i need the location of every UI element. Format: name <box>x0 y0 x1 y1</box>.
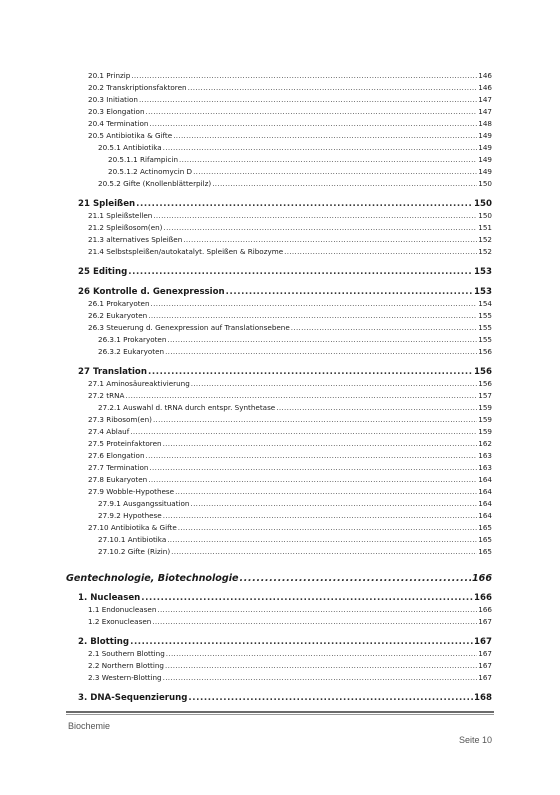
toc-page-number: 164 <box>478 475 492 484</box>
toc-entry <box>108 166 492 177</box>
toc-dot-leader <box>188 692 473 705</box>
toc-entry-title: 27 Translation <box>78 367 147 377</box>
toc-entry <box>98 334 492 345</box>
footer-rule <box>66 711 494 713</box>
toc-entry-title: 3. DNA-Sequenzierung <box>78 693 188 703</box>
toc-dot-leader <box>149 462 477 473</box>
toc-entry-title: 26.1 Prokaryoten <box>88 299 150 308</box>
footer-page-number: Seite 10 <box>458 735 492 745</box>
toc-entry <box>88 522 492 533</box>
toc-dot-leader <box>291 322 478 333</box>
toc-entry <box>108 154 492 165</box>
toc-page-number: 168 <box>474 693 492 703</box>
toc-page-number: 164 <box>478 511 492 520</box>
toc-entry <box>88 234 492 245</box>
toc-dot-leader <box>183 234 477 245</box>
toc-entry <box>88 322 492 333</box>
toc-dot-leader <box>171 546 477 557</box>
toc-page-number: 166 <box>478 605 492 614</box>
toc-page-number: 156 <box>478 379 492 388</box>
toc-dot-leader <box>131 70 477 81</box>
toc-dot-leader <box>193 166 477 177</box>
toc-dot-leader <box>148 474 477 485</box>
toc-entry-title: 21.1 Spleißstellen <box>88 211 153 220</box>
toc-entry <box>88 378 492 389</box>
toc-chapter-entry <box>78 692 492 705</box>
toc-entry-title: 27.9 Wobble-Hypothese <box>88 487 175 496</box>
footer-document-title: Biochemie <box>68 721 111 731</box>
toc-entry-title: 27.10 Antibiotika & Gifte <box>88 523 177 532</box>
toc-page-number: 150 <box>478 211 492 220</box>
toc-entry-title: 27.6 Elongation <box>88 451 145 460</box>
toc-entry <box>88 94 492 105</box>
toc-dot-leader <box>146 450 478 461</box>
toc-entry <box>98 498 492 509</box>
toc-entry-title: Gentechnologie, Biotechnologie <box>66 573 239 584</box>
toc-entry-title: 21.3 alternatives Spleißen <box>88 235 183 244</box>
toc-page-number: 159 <box>478 403 492 412</box>
toc-dot-leader <box>130 426 477 437</box>
toc-entry <box>88 390 492 401</box>
toc-page-number: 150 <box>474 199 492 209</box>
toc-entry <box>88 474 492 485</box>
toc-entry <box>88 130 492 141</box>
toc-entry <box>98 346 492 357</box>
toc-dot-leader <box>153 210 477 221</box>
toc-dot-leader <box>157 604 477 615</box>
toc-entry-title: 20.3 Initiation <box>88 95 138 104</box>
toc-entry-title: 20.5 Antibiotika & Gifte <box>88 131 173 140</box>
toc-entry-title: 27.10.1 Antibiotika <box>98 535 167 544</box>
toc-dot-leader <box>163 510 478 521</box>
toc-page-number: 155 <box>478 323 492 332</box>
toc-page-number: 165 <box>478 547 492 556</box>
toc-entry-title: 20.4 Termination <box>88 119 149 128</box>
toc-entry <box>88 604 492 615</box>
toc-page-number: 155 <box>478 335 492 344</box>
toc-page-number: 153 <box>474 287 492 297</box>
toc-page-number: 148 <box>478 119 492 128</box>
toc-entry-title: 21 Spleißen <box>78 199 136 209</box>
toc-entry-title: 27.9.2 Hypothese <box>98 511 162 520</box>
toc-entry-title: 1.2 Exonucleasen <box>88 617 152 626</box>
toc-entry <box>88 70 492 81</box>
toc-page-number: 151 <box>478 223 492 232</box>
toc-page-number: 164 <box>478 487 492 496</box>
toc-entry <box>88 426 492 437</box>
toc-entry <box>88 438 492 449</box>
toc-entry <box>88 648 492 659</box>
toc-entry <box>88 486 492 497</box>
toc-dot-leader <box>125 390 477 401</box>
toc-entry-title: 2.1 Southern Blotting <box>88 649 165 658</box>
toc-page-number: 149 <box>478 143 492 152</box>
toc-dot-leader <box>163 222 477 233</box>
toc-dot-leader <box>165 346 477 357</box>
toc-entry-title: 27.8 Eukaryoten <box>88 475 148 484</box>
toc-entry <box>98 546 492 557</box>
toc-entry <box>88 106 492 117</box>
toc-page-number: 156 <box>474 367 492 377</box>
toc-entry <box>88 222 492 233</box>
toc-dot-leader <box>240 572 471 586</box>
toc-page-number: 163 <box>478 451 492 460</box>
toc-entry-title: 27.10.2 Gifte (Rizin) <box>98 547 171 556</box>
toc-page-number: 147 <box>478 107 492 116</box>
toc-entry-title: 25 Editing <box>78 267 128 277</box>
toc-page-number: 167 <box>478 617 492 626</box>
toc-entry-title: 20.5.1 Antibiotika <box>98 143 162 152</box>
toc-page-number: 159 <box>478 427 492 436</box>
toc-entry <box>88 450 492 461</box>
toc-entry-title: 27.2 tRNA <box>88 391 125 400</box>
toc-entry <box>88 118 492 129</box>
toc-page-number: 147 <box>478 95 492 104</box>
toc-page-number: 154 <box>478 299 492 308</box>
toc-entry-title: 27.4 Ablauf <box>88 427 130 436</box>
toc-entry-title: 20.1 Prinzip <box>88 71 131 80</box>
toc-entry-title: 1. Nucleasen <box>78 593 141 603</box>
toc-page-number: 167 <box>478 661 492 670</box>
toc-dot-leader <box>276 402 477 413</box>
toc-entry-title: 20.5.1.1 Rifampicin <box>108 155 178 164</box>
toc-entry-title: 27.2.1 Auswahl d. tRNA durch entspr. Synthetase <box>98 403 276 412</box>
toc-dot-leader <box>212 178 477 189</box>
toc-entry <box>98 510 492 521</box>
toc-dot-leader <box>149 118 477 129</box>
toc-page-number: 163 <box>478 463 492 472</box>
toc-chapter-entry <box>66 572 492 586</box>
toc-page-number: 149 <box>478 155 492 164</box>
toc-dot-leader <box>139 94 477 105</box>
toc-entry-title: 26.3.2 Eukaryoten <box>98 347 165 356</box>
toc-page-number: 149 <box>478 167 492 176</box>
toc-entry-title: 2. Blotting <box>78 637 130 647</box>
toc-entry <box>88 246 492 257</box>
toc-page-number: 152 <box>478 247 492 256</box>
toc-page-number: 165 <box>478 523 492 532</box>
toc-entry-title: 27.7 Termination <box>88 463 149 472</box>
toc-entry <box>88 462 492 473</box>
toc-page-number: 162 <box>478 439 492 448</box>
toc-page-number: 155 <box>478 311 492 320</box>
toc-entry-title: 20.2 Transkriptionsfaktoren <box>88 83 187 92</box>
toc-entry <box>98 534 492 545</box>
toc-entry-title: 2.3 Western-Blotting <box>88 673 162 682</box>
toc-entry-title: 20.5.2 Gifte (Knollenblätterpilz) <box>98 179 212 188</box>
toc-dot-leader <box>163 438 478 449</box>
toc-page-number: 149 <box>478 131 492 140</box>
toc-entry-title: 27.3 Ribosom(en) <box>88 415 152 424</box>
toc-page-number: 146 <box>478 83 492 92</box>
toc-page-number: 156 <box>478 347 492 356</box>
toc-dot-leader <box>173 130 477 141</box>
footer-rule-thin <box>66 714 494 715</box>
toc-dot-leader <box>167 534 477 545</box>
toc-entry-title: 27.1 Aminosäureaktivierung <box>88 379 190 388</box>
toc-entry-title: 26.2 Eukaryoten <box>88 311 148 320</box>
toc-dot-leader <box>166 648 478 659</box>
toc-entry-title: 27.5 Proteinfaktoren <box>88 439 162 448</box>
toc-entry <box>98 178 492 189</box>
toc-entry-title: 2.2 Northern Blotting <box>88 661 164 670</box>
toc-page-number: 167 <box>474 637 492 647</box>
toc-chapter-entry <box>78 266 492 279</box>
toc-dot-leader <box>163 672 478 683</box>
toc-entry-title: 26 Kontrolle d. Genexpression <box>78 287 225 297</box>
toc-entry <box>88 298 492 309</box>
toc-dot-leader <box>179 154 477 165</box>
toc-dot-leader <box>190 498 477 509</box>
toc-entry <box>98 142 492 153</box>
toc-entry <box>88 210 492 221</box>
toc-dot-leader <box>148 310 477 321</box>
toc-dot-leader <box>153 414 477 425</box>
toc-entry <box>88 672 492 683</box>
toc-dot-leader <box>188 82 478 93</box>
toc-dot-leader <box>165 660 477 671</box>
toc-dot-leader <box>178 522 478 533</box>
toc-entry <box>88 82 492 93</box>
toc-page-number: 150 <box>478 179 492 188</box>
toc-entry-title: 26.3 Steuerung d. Genexpression auf Translationsebene <box>88 323 290 332</box>
toc-dot-leader <box>128 266 473 279</box>
toc-entry-title: 21.4 Selbstspleißen/autokatalyt. Spleißen & Ribozyme <box>88 247 284 256</box>
toc-page-number: 146 <box>478 71 492 80</box>
toc-entry-title: 27.9.1 Ausgangssituation <box>98 499 190 508</box>
toc-dot-leader <box>284 246 477 257</box>
toc-page-number: 152 <box>478 235 492 244</box>
toc-dot-leader <box>191 378 478 389</box>
toc-entry-title: 26.3.1 Prokaryoten <box>98 335 167 344</box>
toc-entry-title: 20.5.1.2 Actinomycin D <box>108 167 193 176</box>
toc-dot-leader <box>163 142 478 153</box>
toc-entry <box>88 616 492 627</box>
toc-page-number: 167 <box>478 673 492 682</box>
toc-page-number: 166 <box>474 593 492 603</box>
toc-entry-title: 20.3 Elongation <box>88 107 145 116</box>
toc-dot-leader <box>152 616 477 627</box>
toc-page-number: 164 <box>478 499 492 508</box>
toc-dot-leader <box>167 334 477 345</box>
toc-page-number: 165 <box>478 535 492 544</box>
toc-entry-title: 1.1 Endonucleasen <box>88 605 157 614</box>
toc-page-number: 157 <box>478 391 492 400</box>
toc-page-number: 167 <box>478 649 492 658</box>
toc-dot-leader <box>146 106 478 117</box>
toc-page-number: 166 <box>471 573 492 584</box>
toc-entry <box>98 402 492 413</box>
toc-page-number: 159 <box>478 415 492 424</box>
toc-dot-leader <box>151 298 478 309</box>
toc-entry <box>88 660 492 671</box>
toc-page-number: 153 <box>474 267 492 277</box>
toc-entry-title: 21.2 Spleißosom(en) <box>88 223 163 232</box>
toc-dot-leader <box>175 486 477 497</box>
toc-entry <box>88 310 492 321</box>
toc-entry <box>88 414 492 425</box>
